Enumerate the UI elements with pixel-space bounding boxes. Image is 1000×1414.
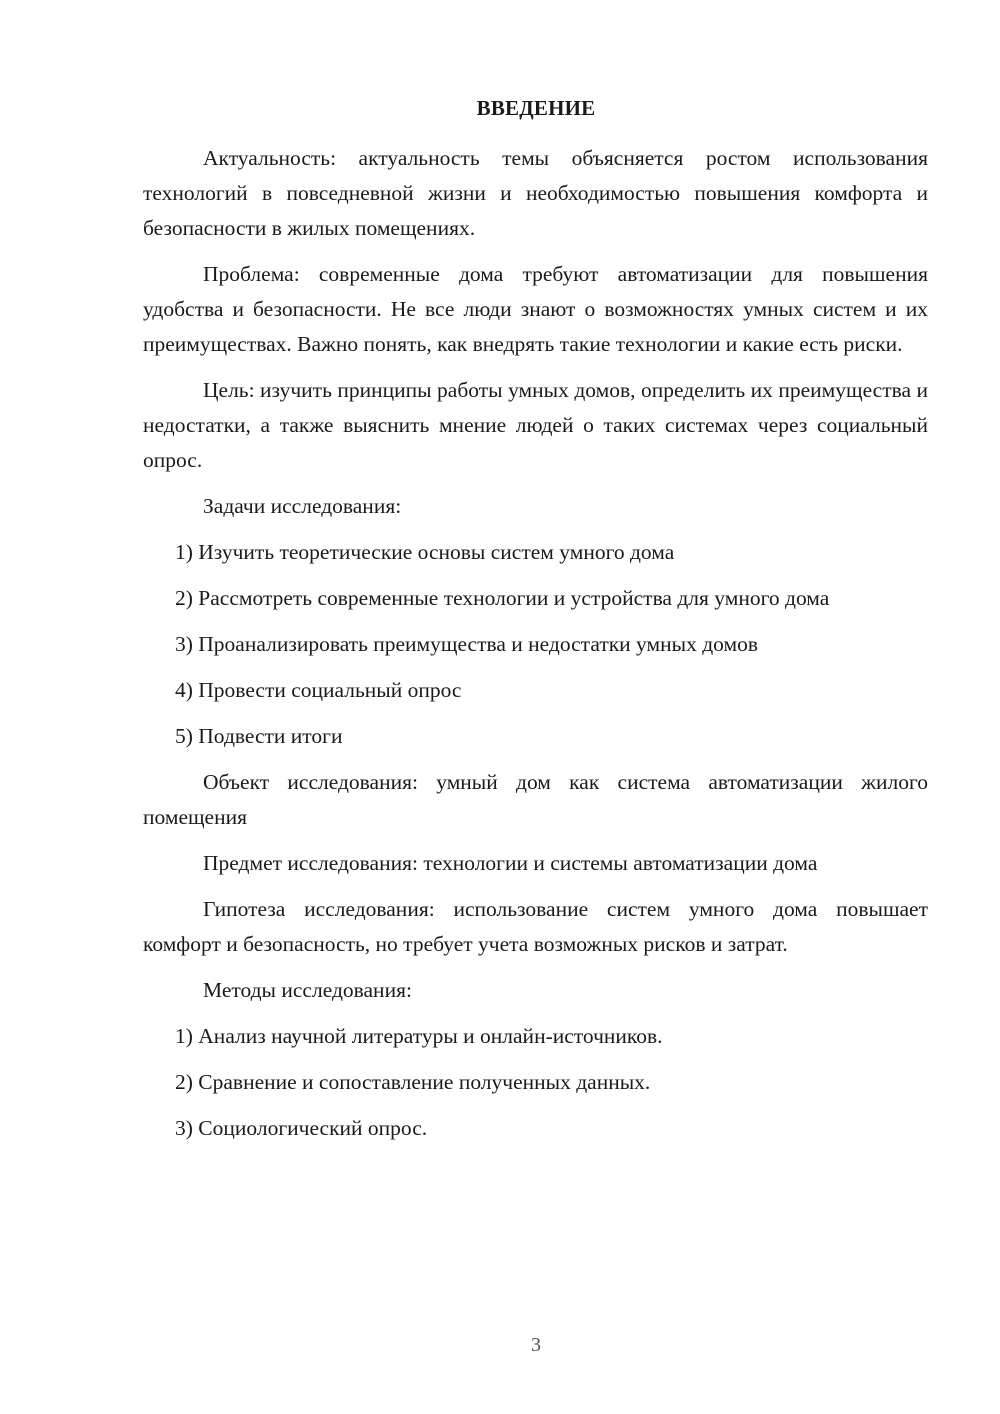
task-item: 3) Проанализировать преимущества и недостатки умных домов [175,632,758,656]
page-number: 3 [531,1334,541,1356]
page-title: ВВЕДЕНИЕ [476,96,596,120]
method-item: 2) Сравнение и сопоставление полученных данных. [175,1070,651,1094]
subject-paragraph: Предмет исследования: технологии и системы автоматизации дома [203,851,818,875]
hypothesis-paragraph: Гипотеза исследования: использование систем умного дома повышает комфорт и безопасность, но требует учета возможных рисков и затрат. [143,897,928,956]
task-item: 5) Подвести итоги [175,724,343,748]
object-paragraph: Объект исследования: умный дом как система автоматизации жилого помещения [143,770,928,829]
document-body [143,141,928,1157]
task-item: 2) Рассмотреть современные технологии и устройства для умного дома [175,586,830,610]
task-item: 4) Провести социальный опрос [175,678,462,702]
method-item: 1) Анализ научной литературы и онлайн-источников. [175,1024,663,1048]
goal-paragraph: Цель: изучить принципы работы умных домов, определить их преимущества и недостатки, а также выяснить мнение людей о таких системах через социальный опрос. [143,378,928,472]
tasks-heading: Задачи исследования: [203,494,402,518]
relevance-paragraph: Актуальность: актуальность темы объясняется ростом использования технологий в повседневной жизни и необходимостью повышения комфорта и безопасности в жилых помещениях. [143,146,928,240]
method-item: 3) Социологический опрос. [175,1116,428,1140]
problem-paragraph: Проблема: современные дома требуют автоматизации для повышения удобства и безопасности. Не все люди знают о возможностях умных систем и их преимуществах. Важно понять, как внедрять такие технологии и какие есть риски. [143,262,928,356]
methods-heading: Методы исследования: [203,978,412,1002]
task-item: 1) Изучить теоретические основы систем умного дома [175,540,675,564]
